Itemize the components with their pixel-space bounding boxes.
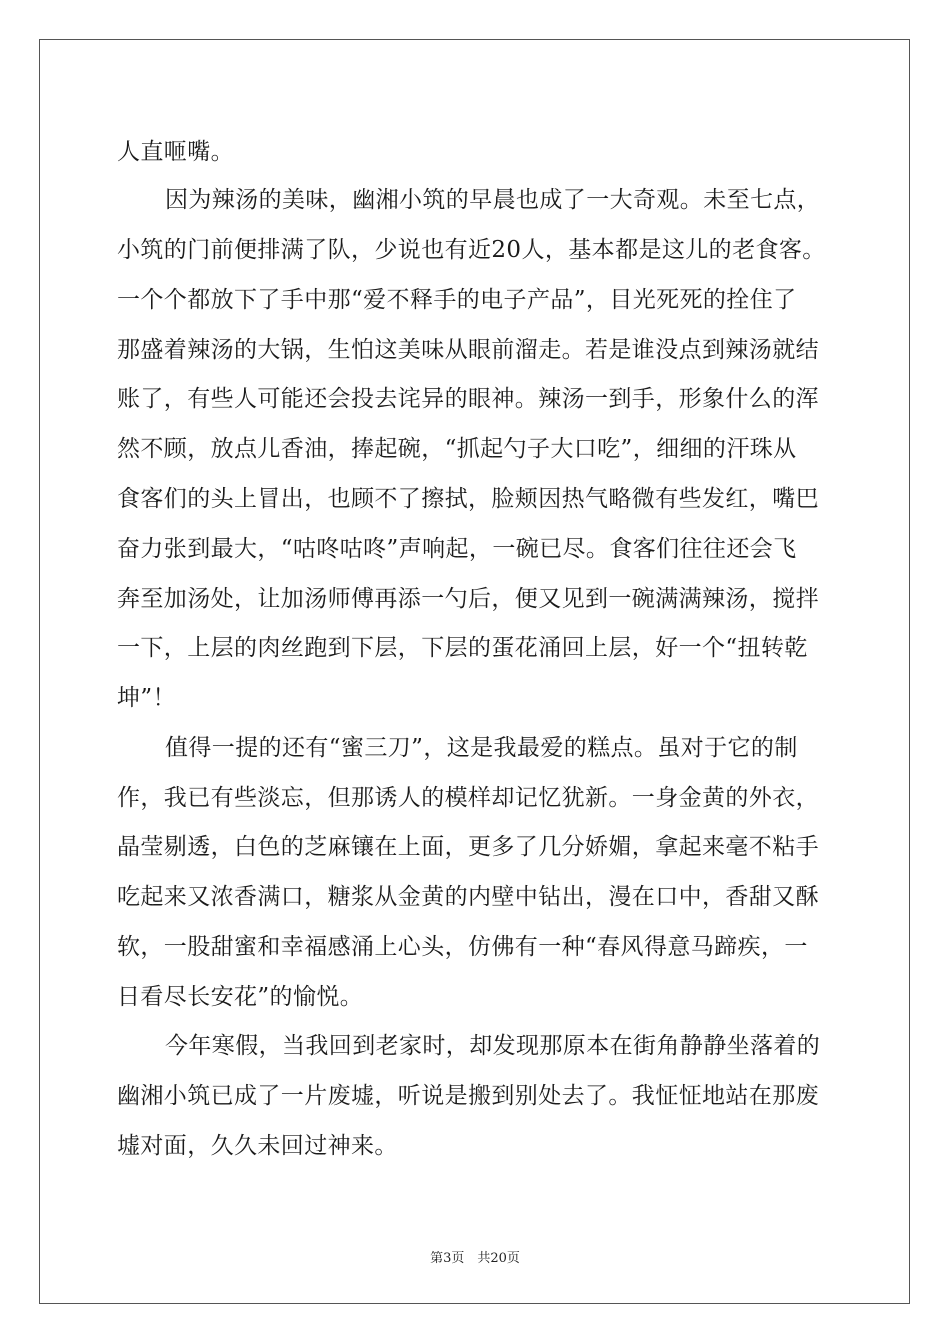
text-line: 食客们的头上冒出，也顾不了擦拭，脸颊因热气略微有些发红，嘴巴 <box>117 486 819 512</box>
text-line: 奋力张到最大，“咕咚咕咚”声响起，一碗已尽。食客们往往还会飞 <box>117 536 797 562</box>
text-line: 吃起来又浓香满口，糖浆从金黄的内壁中钻出，漫在口中，香甜又酥 <box>117 884 819 910</box>
text-line: 作，我已有些淡忘，但那诱人的模样却记忆犹新。一身金黄的外衣， <box>117 785 819 811</box>
text-line: 墟对面，久久未回过神来。 <box>117 1133 398 1159</box>
text-line: 然不顾，放点儿香油，捧起碗，“抓起勺子大口吃”，细细的汗珠从 <box>117 436 797 462</box>
text-line: 那盛着辣汤的大锅，生怕这美味从眼前溜走。若是谁没点到辣汤就结 <box>117 337 819 363</box>
page-border <box>39 39 910 1304</box>
text-line: 奔至加汤处，让加汤师傅再添一勺后，便又见到一碗满满辣汤，搅拌 <box>117 586 819 612</box>
text-line: 坤”！ <box>117 685 176 711</box>
text-line: 人直咂嘴。 <box>117 139 234 165</box>
paragraph-first-line: 因为辣汤的美味，幽湘小筑的早晨也成了一大奇观。未至七点， <box>165 187 821 213</box>
text-line: 软，一股甜蜜和幸福感涌上心头，仿佛有一种“春风得意马蹄疾，一 <box>117 934 808 960</box>
text-line: 日看尽长安花”的愉悦。 <box>117 984 364 1010</box>
page-number-footer: 第3页 共20页 <box>430 1251 520 1266</box>
paragraph-first-line: 今年寒假，当我回到老家时，却发现那原本在街角静静坐落着的 <box>165 1033 821 1059</box>
text-line: 一个个都放下了手中那“爱不释手的电子产品”，目光死死的拴住了 <box>117 287 797 313</box>
text-line: 一下，上层的肉丝跑到下层，下层的蛋花涌回上层，好一个“扭转乾 <box>117 635 808 661</box>
text-line: 幽湘小筑已成了一片废墟，听说是搬到别处去了。我怔怔地站在那废 <box>117 1083 819 1109</box>
paragraph-first-line: 值得一提的还有“蜜三刀”，这是我最爱的糕点。虽对于它的制 <box>165 735 798 761</box>
text-line: 小筑的门前便排满了队，少说也有近20人，基本都是这儿的老食客。 <box>117 237 826 263</box>
text-line: 账了，有些人可能还会投去诧异的眼神。辣汤一到手，形象什么的浑 <box>117 386 819 412</box>
text-line: 晶莹剔透，白色的芝麻镶在上面，更多了几分娇媚，拿起来毫不粘手 <box>117 834 819 860</box>
